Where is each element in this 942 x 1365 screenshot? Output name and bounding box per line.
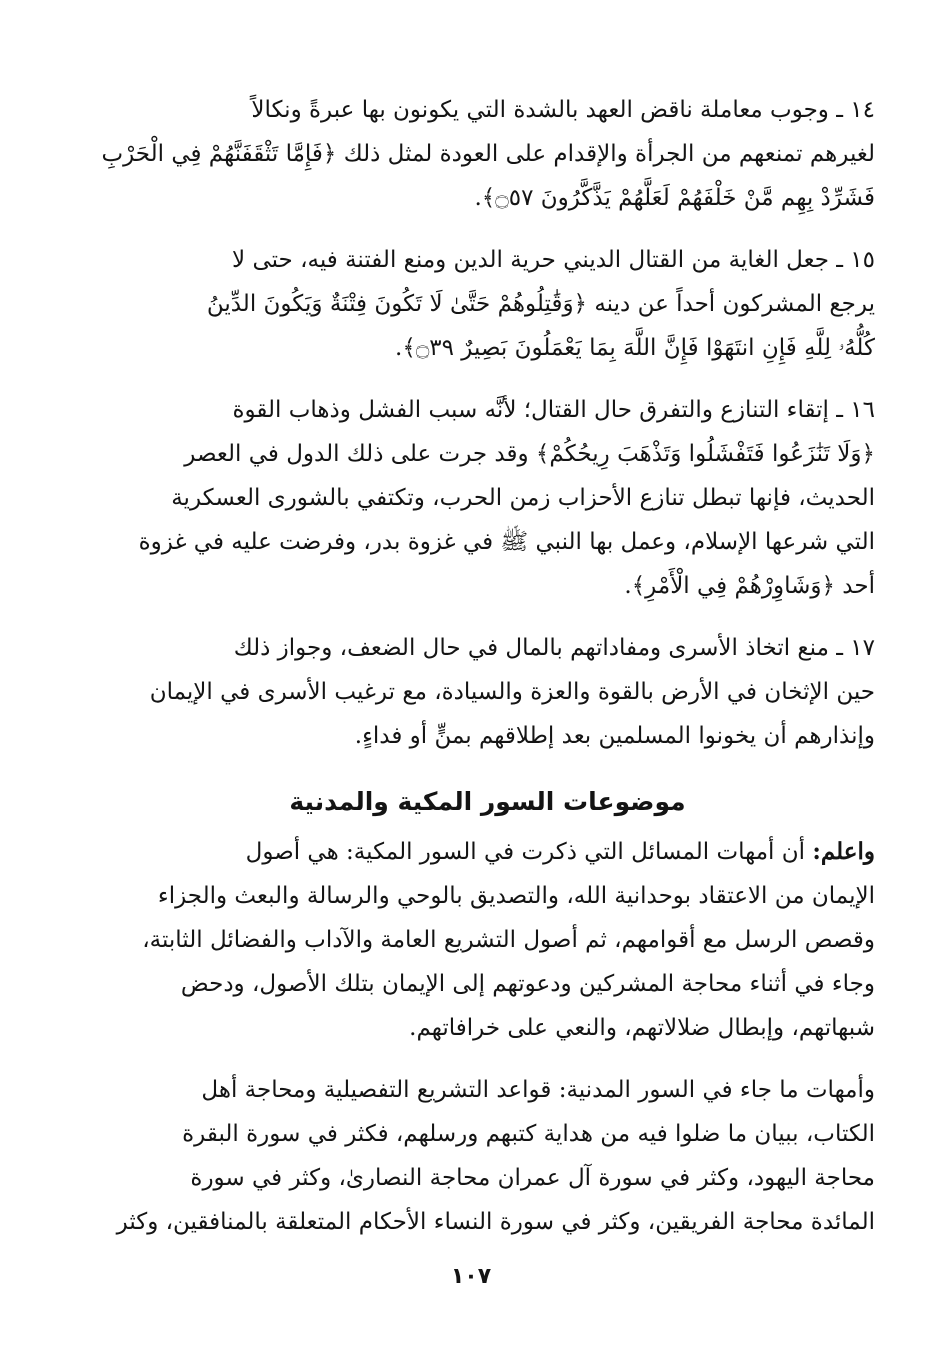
text-line: أحد ﴿وَشَاوِرْهُمْ فِي الْأَمْرِ﴾. xyxy=(624,573,875,599)
text-line: المائدة محاجة الفريقين، وكثر في سورة النساء الأحكام المتعلقة بالمنافقين، وكثر xyxy=(116,1209,875,1235)
list-item-16 xyxy=(100,388,875,608)
section-paragraph-1 xyxy=(100,830,875,1050)
text-line: وإنذارهم أن يخونوا المسلمين بعد إطلاقهم بمنٍّ أو فداءٍ. xyxy=(354,723,875,749)
list-item-15 xyxy=(100,238,875,370)
page-body xyxy=(100,88,875,1262)
list-item-17 xyxy=(100,626,875,758)
text-line: ١٦ ـ إتقاء التنازع والتفرق حال القتال؛ لأنَّه سبب الفشل وذهاب القوة xyxy=(232,397,875,423)
text-line xyxy=(100,830,875,874)
text-line: التي شرعها الإسلام، وعمل بها النبي ﷺ في غزوة بدر، وفرضت عليه في غزوة xyxy=(138,529,875,555)
lead-word: واعلم: xyxy=(812,838,875,865)
text-line: محاجة اليهود، وكثر في سورة آل عمران محاجة النصارىٰ، وكثر في سورة xyxy=(190,1165,875,1191)
text-line: ١٧ ـ منع اتخاذ الأسرى ومفاداتهم بالمال في حال الضعف، وجواز ذلك xyxy=(233,635,875,661)
text-line: حين الإثخان في الأرض بالقوة والعزة والسيادة، مع ترغيب الأسرى في الإيمان xyxy=(149,679,875,705)
text-line: فَشَرِّدْ بِهِم مَّنْ خَلْفَهُمْ لَعَلَّهُمْ يَذَّكَّرُونَ ۝٥٧﴾. xyxy=(474,185,875,211)
text-line-rest: أن أمهات المسائل التي ذكرت في السور المكية: هي أصول xyxy=(245,839,806,865)
text-line: الإيمان من الاعتقاد بوحدانية الله، والتصديق بالوحي والرسالة والبعث والجزاء xyxy=(157,883,875,909)
page-number: ١٠٧ xyxy=(450,1264,492,1289)
text-line: ١٤ ـ وجوب معاملة ناقض العهد بالشدة التي يكونون بها عبرةً ونكالاً xyxy=(251,97,875,123)
text-line: ﴿وَلَا تَنَٰزَعُوا فَتَفْشَلُوا وَتَذْهَبَ رِيحُكُمْ﴾ وقد جرت على ذلك الدول في العصر xyxy=(184,441,875,467)
section-heading: موضوعات السور المكية والمدنية xyxy=(289,787,686,816)
text-line: يرجع المشركون أحداً عن دينه ﴿وَقَٰتِلُوهُمْ حَتَّىٰ لَا تَكُونَ فِتْنَةٌ وَيَكُونَ الدِّينُ xyxy=(206,291,875,317)
text-line: شبهاتهم، وإبطال ضلالاتهم، والنعي على خرافاتهم. xyxy=(409,1015,875,1041)
text-line: الحديث، فإنها تبطل تنازع الأحزاب زمن الحرب، وتكتفي بالشورى العسكرية xyxy=(171,485,875,511)
text-line: الكتاب، ببيان ما ضلوا فيه من هداية كتبهم ورسلهم، فكثر في سورة البقرة xyxy=(182,1121,875,1147)
text-line: وأمهات ما جاء في السور المدنية: قواعد التشريع التفصيلية ومحاجة أهل xyxy=(201,1077,875,1103)
text-line: كُلُّهُۥ لِلَّهِ فَإِنِ انتَهَوْا فَإِنَّ اللَّهَ بِمَا يَعْمَلُونَ بَصِيرٌ ۝٣٩﴾. xyxy=(395,335,875,361)
list-item-14 xyxy=(100,88,875,220)
text-line: وقصص الرسل مع أقوامهم، ثم أصول التشريع العامة والآداب والفضائل الثابتة، xyxy=(142,927,875,953)
text-line: وجاء في أثناء محاجة المشركين ودعوتهم إلى الإيمان بتلك الأصول، ودحض xyxy=(180,971,875,997)
section-paragraph-2 xyxy=(100,1068,875,1244)
text-line: ١٥ ـ جعل الغاية من القتال الديني حرية الدين ومنع الفتنة فيه، حتى لا xyxy=(232,247,875,273)
text-line: لغيرهم تمنعهم من الجرأة والإقدام على العودة لمثل ذلك ﴿فَإِمَّا تَثْقَفَنَّهُمْ فِي الْحَرْبِ xyxy=(101,141,875,167)
